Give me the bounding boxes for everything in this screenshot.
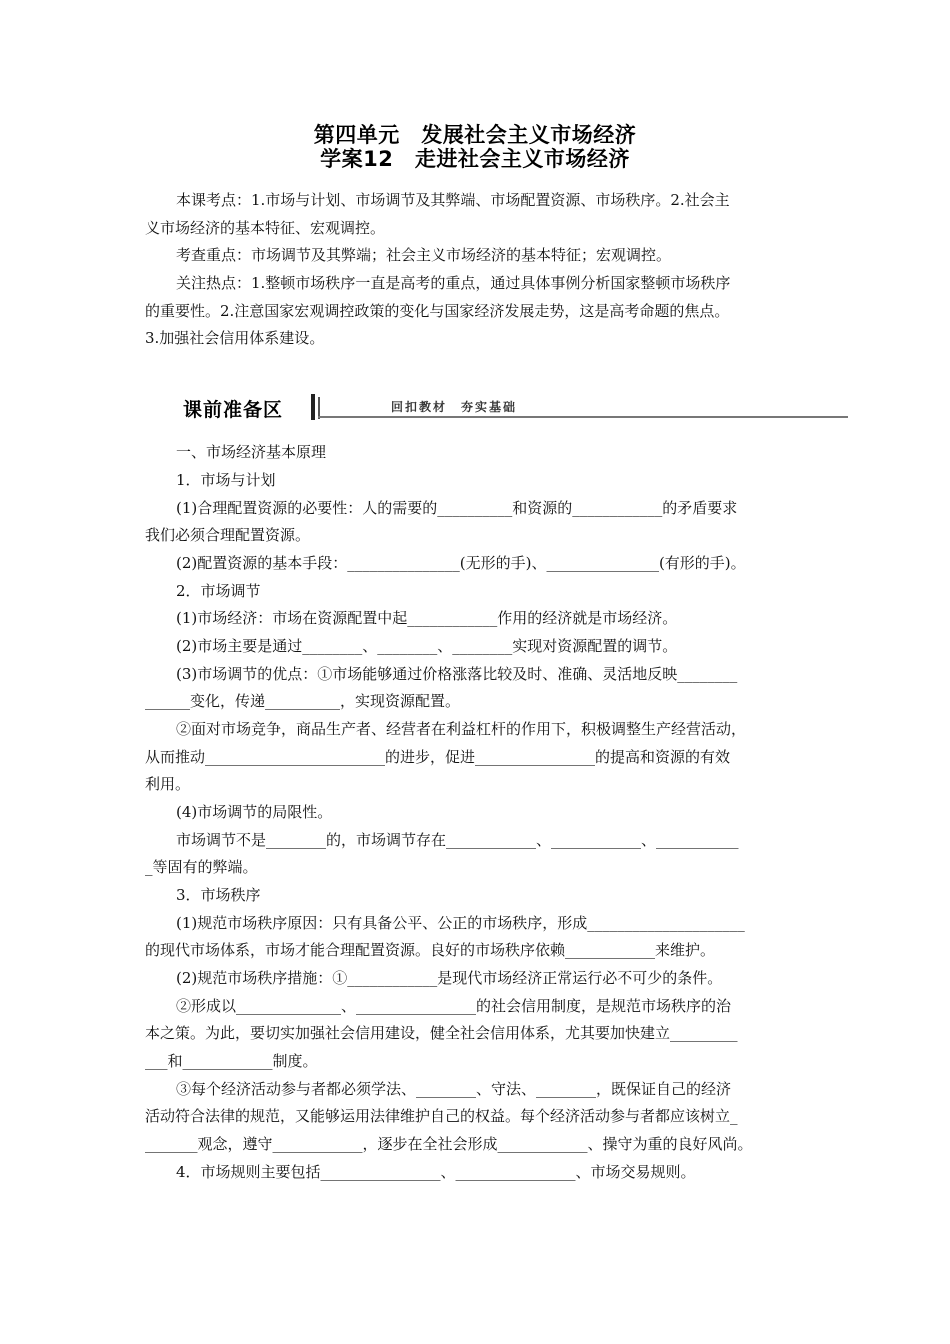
banner-subtitle: 回扣教材 夯实基础 [391,400,518,414]
fill-blank-line: 的现代市场体系，市场才能合理配置资源。良好的市场秩序依赖____________来维护。 [145,941,716,959]
fill-blank-line: (1)合理配置资源的必要性：人的需要的__________和资源的____________的矛盾要求 [176,499,738,517]
redian-line-1: 关注热点：1.整顿市场秩序一直是高考的重点，通过具体事例分析国家整顿市场秩序 [176,274,731,292]
text-line: ②面对市场竞争，商品生产者、经营者在利益杠杆的作用下，积极调整生产经营活动， [176,720,747,738]
fill-blank-line: (2)规范市场秩序措施：①____________是现代市场经济正常运行必不可少的条件。 [176,969,723,987]
fill-blank-line: ②形成以______________、________________的社会信用制度，是规范市场秩序的治 [176,997,732,1015]
fill-blank-line: 从而推动________________________的进步，促进________________的提高和资源的有效 [145,748,731,766]
section-heading: 一、市场经济基本原理 [176,443,327,461]
fill-blank-line: _等固有的弊端。 [145,858,258,876]
fill-blank-line: _______观念，遵守____________，逐步在全社会形成____________、操守为重的良好风尚。 [145,1135,753,1153]
fill-blank-line: 本之策。为此，要切实加强社会信用建设，健全社会信用体系，尤其要加快建立_________ [145,1024,738,1042]
zhongdian-line: 考查重点：市场调节及其弊端；社会主义市场经济的基本特征；宏观调控。 [176,246,672,264]
text-line: 利用。 [145,775,191,793]
fill-blank-line: 4．市场规则主要包括________________、________________、市场交易规则。 [176,1163,696,1181]
fill-blank-line: 市场调节不是________的，市场调节存在____________、____________、___________ [176,831,739,849]
redian-line-3: 3.加强社会信用体系建设。 [145,329,325,347]
subheading-market-order: 3．市场秩序 [176,886,261,904]
banner-label: 课前准备区 [183,399,284,421]
fill-blank-line: (3)市场调节的优点：①市场能够通过价格涨落比较及时、准确、灵活地反映________ [176,665,738,683]
fill-blank-line: (2)市场主要是通过________、________、________实现对资源配置的调节。 [176,637,678,655]
section-banner [173,389,848,425]
subheading-market-regulation: 2．市场调节 [176,582,261,600]
unit-title: 第四单元 发展社会主义市场经济 [313,123,637,147]
fill-blank-line: (2)配置资源的基本手段：_______________(无形的手)、_______________(有形的手)。 [176,554,746,572]
banner-divider [311,394,315,420]
lesson-title: 学案12 走进社会主义市场经济 [320,147,630,171]
fill-blank-line: (1)规范市场秩序原因：只有具备公平、公正的市场秩序，形成_____________________ [176,914,745,932]
fill-blank-line: ③每个经济活动参与者都必须学法、________、守法、________，既保证自己的经济 [176,1080,732,1098]
fill-blank-line: (1)市场经济：市场在资源配置中起____________作用的经济就是市场经济。 [176,609,678,627]
redian-line-2: 的重要性。2.注意国家宏观调控政策的变化与国家经济发展走势，这是高考命题的焦点。 [145,302,730,320]
fill-blank-line: ___和____________制度。 [145,1052,318,1070]
kaodian-line-2: 义市场经济的基本特征、宏观调控。 [145,219,386,237]
fill-blank-line: ______变化，传递__________，实现资源配置。 [145,692,461,710]
kaodian-line-1: 本课考点：1.市场与计划、市场调节及其弊端、市场配置资源、市场秩序。2.社会主 [176,191,730,209]
subheading-market-plan: 1．市场与计划 [176,471,276,489]
banner-rule [318,416,848,418]
text-line: (4)市场调节的局限性。 [176,803,333,821]
text-line: 我们必须合理配置资源。 [145,526,311,544]
fill-blank-line: 活动符合法律的规范，又能够运用法律维护自己的权益。每个经济活动参与者都应该树立_ [145,1107,738,1125]
